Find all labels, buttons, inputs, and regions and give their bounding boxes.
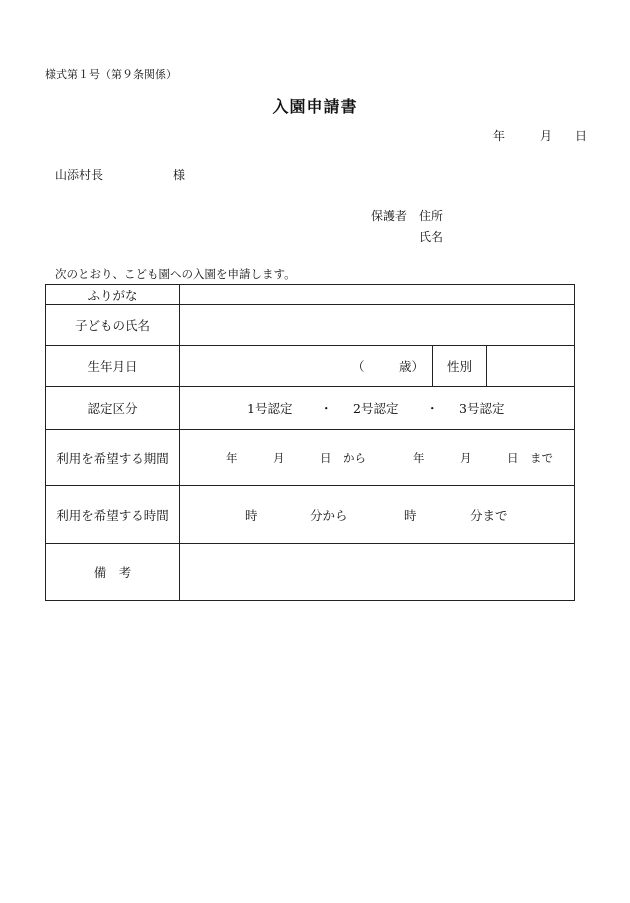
cert-separator: ・	[320, 401, 333, 416]
time-label: 利用を希望する時間	[46, 486, 180, 544]
birth-label: 生年月日	[46, 346, 180, 387]
time-hour-2: 時	[404, 507, 417, 523]
period-day-to: 日 まで	[507, 450, 553, 465]
time-field[interactable]	[180, 486, 575, 544]
cert-option-1[interactable]: 1号認定	[247, 401, 293, 416]
date-day-label: 日	[575, 129, 588, 143]
addressee: 山添村長	[55, 168, 104, 182]
form-number: 様式第１号（第９条関係）	[45, 68, 177, 81]
time-min-from: 分から	[310, 507, 348, 523]
cert-option-3[interactable]: 3号認定	[459, 401, 505, 416]
cert-separator: ・	[426, 401, 439, 416]
guardian-label: 保護者	[371, 209, 408, 223]
address-label: 住所	[419, 209, 444, 223]
gender-label: 性別	[433, 346, 487, 387]
period-year-1: 年	[226, 450, 238, 465]
cert-option-2[interactable]: 2号認定	[353, 401, 399, 416]
period-month-1: 月	[273, 450, 285, 465]
time-hour-1: 時	[245, 507, 258, 523]
date-month-label: 月	[540, 129, 553, 143]
page-title: 入園申請書	[272, 97, 358, 116]
date-year-label: 年	[493, 129, 506, 143]
period-field[interactable]	[180, 430, 575, 486]
application-table	[45, 284, 575, 601]
age-open: （	[352, 359, 365, 374]
time-min-to: 分まで	[470, 507, 508, 523]
period-label: 利用を希望する期間	[46, 430, 180, 486]
age-close: 歳）	[399, 359, 425, 374]
period-month-2: 月	[460, 450, 472, 465]
child-name-field[interactable]	[180, 305, 575, 346]
honorific: 様	[173, 168, 186, 182]
period-day-from: 日 から	[320, 450, 366, 465]
furigana-label: ふりがな	[46, 285, 180, 305]
notes-field[interactable]	[180, 544, 575, 601]
notes-label: 備 考	[46, 544, 180, 601]
cert-label: 認定区分	[46, 387, 180, 430]
child-name-label: 子どもの氏名	[46, 305, 180, 346]
furigana-field[interactable]	[180, 285, 575, 305]
intro-text: 次のとおり、こども園への入園を申請します。	[55, 267, 296, 281]
gender-field[interactable]	[487, 346, 575, 387]
birth-field[interactable]	[180, 346, 433, 387]
cert-options	[180, 387, 575, 430]
guardian-name-label: 氏名	[419, 230, 444, 244]
period-year-2: 年	[413, 450, 425, 465]
